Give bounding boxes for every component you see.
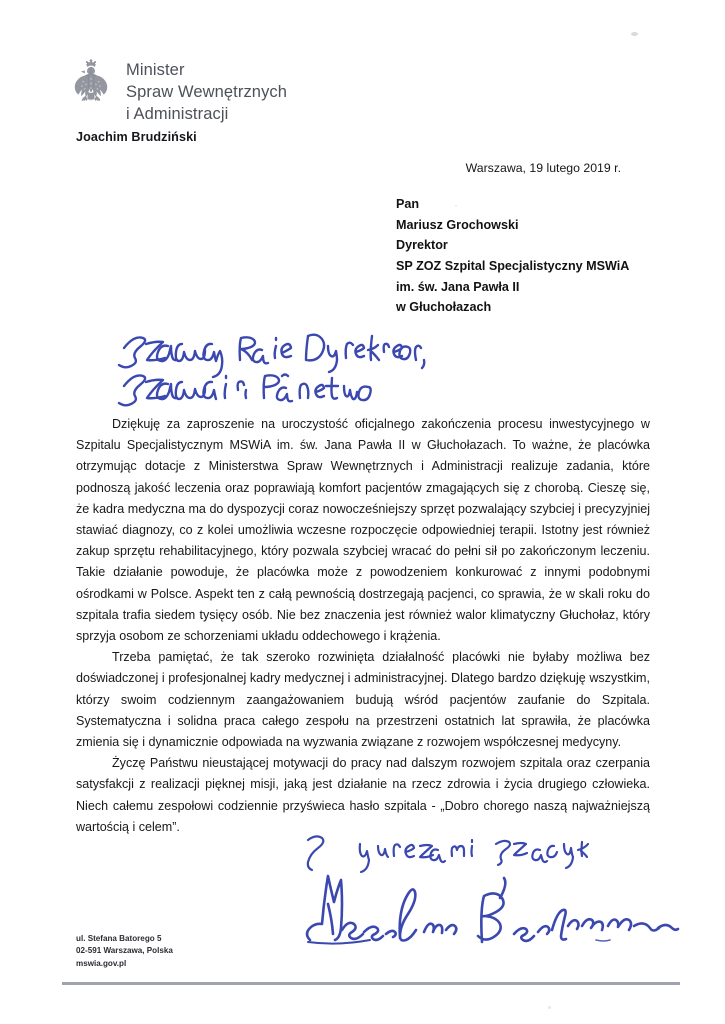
recipient-line-3: Dyrektor [396,238,448,253]
footer-line-city: 02-591 Warszawa, Polska [76,946,173,956]
handwritten-salutation [116,322,436,396]
minister-name: Joachim Brudziński [76,130,197,144]
polish-eagle-emblem [68,58,114,108]
footer-line-website: mswia.gov.pl [76,958,127,968]
recipient-line-2: Mariusz Grochowski [396,217,519,232]
date-line: Warszawa, 19 lutego 2019 r. [465,161,621,175]
letterhead [68,58,287,125]
recipient-line-6: w Głuchołazach [396,300,492,315]
footer-address [76,933,173,970]
scan-artifact [548,1006,551,1009]
letter-body [76,414,650,838]
ministry-line-2: Spraw Wewnętrznych [126,83,288,102]
footer-line-street: ul. Stefana Batorego 5 [76,934,162,943]
scan-artifact [631,32,638,36]
body-paragraph-1: Dziękuję za zaproszenie na uroczystość oficjalnego zakończenia procesu inwestycyjnego w Szpitalu Specjalistycznym MSWiA im. św. Jana Pawła II w Głuchołazach. To ważne, że placówka otrzymując dotacje z Ministerstwa Spraw Wewnętrznych i Administracji realizuje zadania, które podnoszą jakość leczenia oraz poprawiają komfort pacjentów zmagających się z chorobą. Cieszę się, że kadra medyczna ma do dyspozycji coraz nowocześniejszy sprzęt pozwalający szybciej i precyzyjniej stawiać diagnozy, co z kolei umożliwia wczesne rozpoczęcie odpowiedniej terapii. Istotny jest również zakup sprzętu rehabilitacyjnego, który pozwala szybciej wracać do pełni sił po zakończonym leczeniu. Takie działanie powoduje, że placówka może z powodzeniem konkurować z innymi podobnymi ośrodkami w Polsce. Aspekt ten z całą pewnością dostrzegają pacjenci, co sprawia, że w skali roku do szpitala trafia siedem tysięcy osób. Nie bez znaczenia jest również walor klimatyczny Głuchołaz, który sprzyja osobom ze schorzeniami układu oddechowego i krążenia. [76,417,650,644]
footer-divider [62,982,680,985]
recipient-line-4: SP ZOZ Szpital Specjalistyczny MSWiA [396,258,630,273]
recipient-block [396,194,629,318]
recipient-line-5: im. św. Jana Pawła II [396,279,520,294]
handwritten-signature [296,862,681,944]
ministry-line-1: Minister [126,61,185,79]
body-paragraph-3: Życzę Państwu nieustającej motywacji do pracy nad dalszym rozwojem szpitala oraz czerpania satysfakcji z realizacji pięknej misji, jaką jest działanie na rzecz zdrowia i życia drugiego człowieka. Niech całemu zespołowi codziennie przyświeca hasło szpitala - „Dobro chorego naszą najważniejszą wartością i celem”. [76,756,650,834]
body-paragraph-2: Trzeba pamiętać, że tak szeroko rozwinięta działalność placówki nie byłaby możliwa bez doświadczonej i profesjonalnej kadry medycznej i administracyjnej. Dlatego bardzo dziękuję wszystkim, którzy swoim codziennym zaangażowaniem budują wśród pacjentów zaufanie do Szpitala. Systematyczna i solidna praca całego zespołu na przestrzeni ostatnich lat sprawiła, że placówka zmienia się i dynamicznie odpowiada na wyzwania związane z rozwojem współczesnej medycyny. [76,650,650,750]
ministry-title [126,58,287,125]
ministry-line-3: i Administracji [126,105,229,124]
recipient-line-1: Pan [396,197,420,211]
